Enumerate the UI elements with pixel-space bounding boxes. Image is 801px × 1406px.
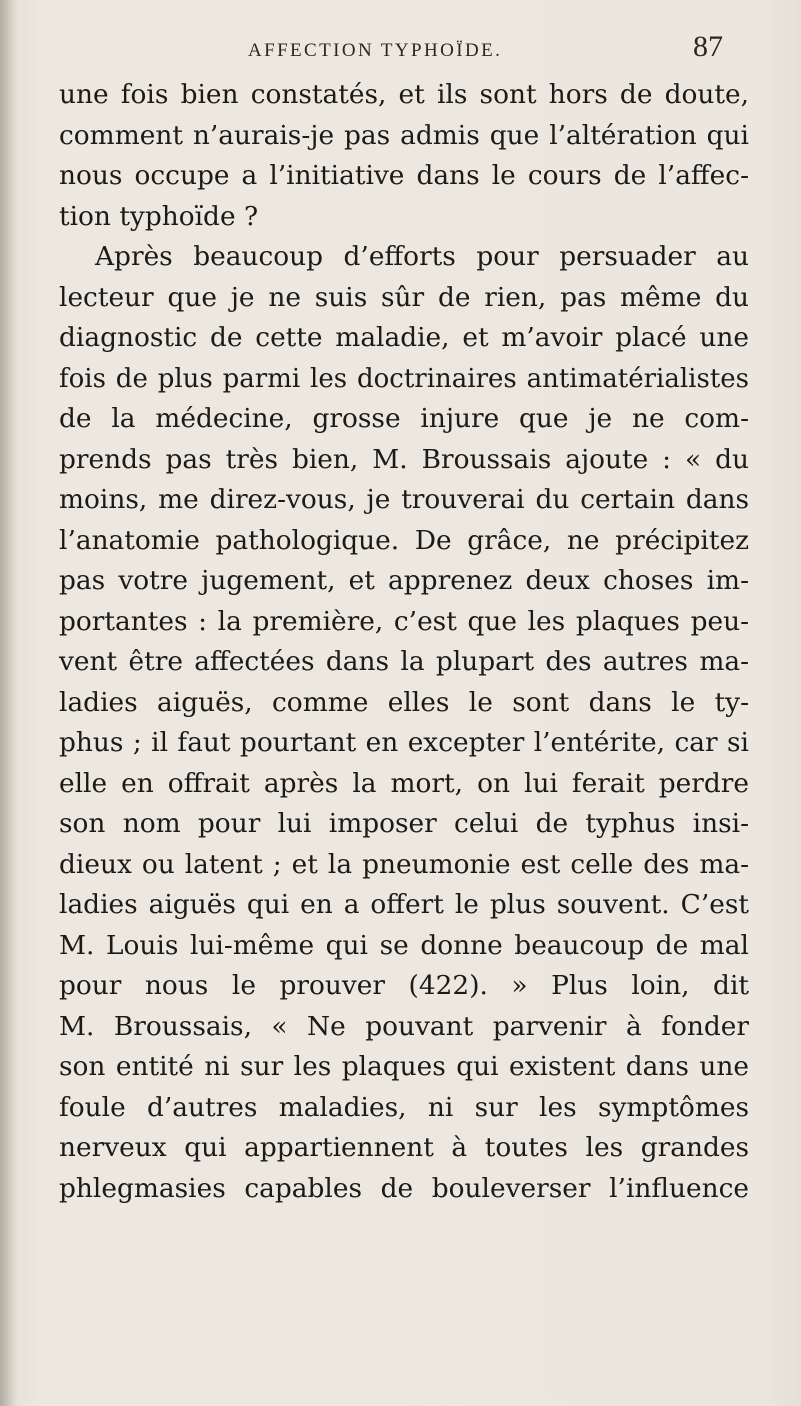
text-line: l’anatomie pathologique. De grâce, ne précipitez <box>59 524 749 556</box>
text-line: lecteur que je ne suis sûr de rien, pas même du <box>59 281 749 313</box>
binding-gutter-shadow <box>0 0 18 1406</box>
body-text <box>59 75 749 1209</box>
text-line: comment n’aurais-je pas admis que l’altération qui <box>59 119 749 151</box>
text-line: Après beaucoup d’efforts pour persuader au <box>95 241 749 272</box>
text-line: elle en offrait après la mort, on lui ferait perdre <box>59 767 749 799</box>
text-line: nous occupe a l’initiative dans le cours de l’affec- <box>59 160 749 191</box>
text-line: nerveux qui appartiennent à toutes les grandes <box>59 1132 749 1163</box>
text-line: ladies aiguës, comme elles le sont dans le ty- <box>59 686 749 718</box>
text-line: dieux ou latent ; et la pneumonie est celle des ma- <box>59 848 749 880</box>
text-line: M. Broussais, « Ne pouvant parvenir à fonder <box>59 1010 749 1042</box>
text-line: portantes : la première, c’est que les plaques peu- <box>59 605 749 637</box>
text-line: une fois bien constatés, et ils sont hors de doute, <box>59 79 749 110</box>
text-line: phus ; il faut pourtant en excepter l’entérite, car si <box>59 727 749 758</box>
text-line: de la médecine, grosse injure que je ne com- <box>59 403 749 434</box>
text-line: ladies aiguës qui en a offert le plus souvent. C’est <box>59 889 749 920</box>
text-line: moins, me direz-vous, je trouverai du certain dans <box>59 484 749 515</box>
text-line: vent être affectées dans la plupart des autres ma- <box>59 646 749 677</box>
running-head <box>0 26 801 66</box>
text-line: pour nous le prouver (422). » Plus loin, dit <box>59 970 749 1001</box>
text-line: diagnostic de cette maladie, et m’avoir placé une <box>59 322 749 353</box>
text-line: tion typhoïde ? <box>59 200 259 232</box>
text-line: M. Louis lui-même qui se donne beaucoup de mal <box>59 929 749 961</box>
text-line: son entité ni sur les plaques qui existent dans une <box>59 1051 749 1082</box>
text-line: foule d’autres maladies, ni sur les symptômes <box>59 1091 749 1123</box>
text-line: fois de plus parmi les doctrinaires antimatérialistes <box>59 363 749 394</box>
text-line: pas votre jugement, et apprenez deux choses im- <box>59 565 749 596</box>
text-line: son nom pour lui imposer celui de typhus insi- <box>59 808 749 839</box>
text-line: phlegmasies capables de bouleverser l’influence <box>59 1172 749 1204</box>
running-title: AFFECTION TYPHOÏDE. <box>248 40 503 61</box>
page-number: 87 <box>693 30 723 63</box>
text-line: prends pas très bien, M. Broussais ajoute : « du <box>59 443 749 475</box>
